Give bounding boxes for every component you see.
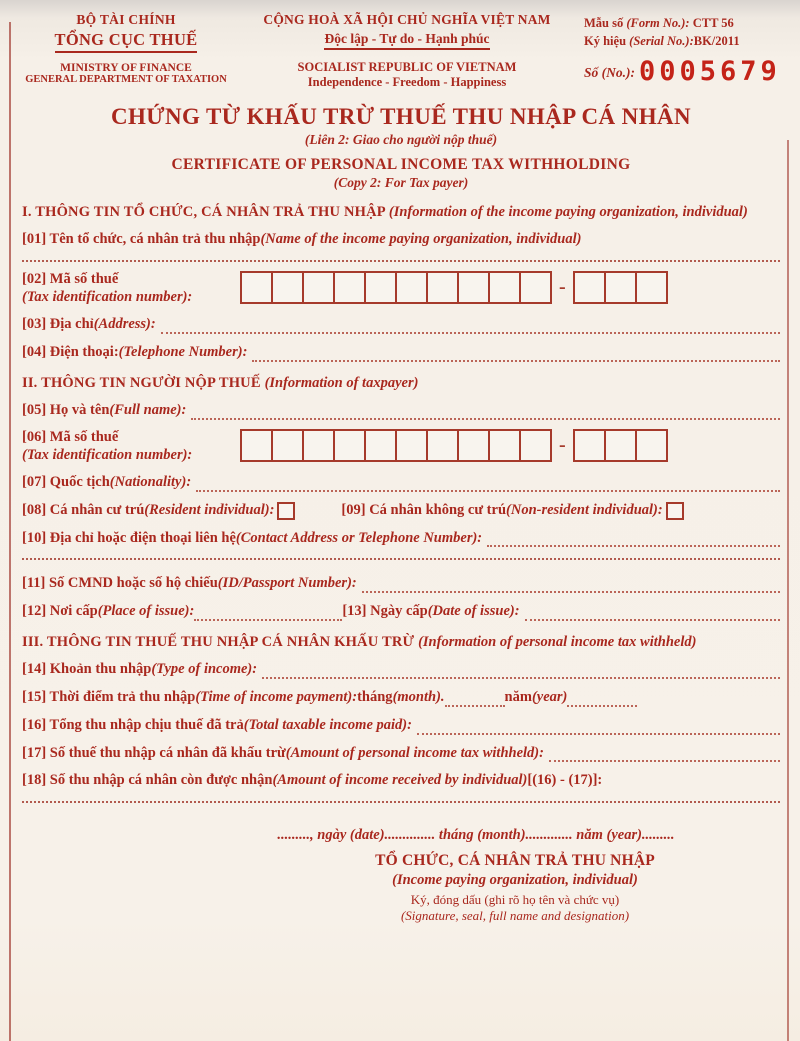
form-no-label: Mẫu số xyxy=(584,16,627,30)
tax-id-box[interactable] xyxy=(395,271,428,304)
tax-id-box[interactable] xyxy=(302,429,335,462)
field-03-address xyxy=(22,315,780,334)
form-number-line xyxy=(584,14,780,32)
serial-value: BK/2011 xyxy=(693,34,740,49)
field-14-income-type xyxy=(22,660,780,679)
tax-id-box[interactable] xyxy=(604,271,637,304)
department-en: GENERAL DEPARTMENT OF TAXATION xyxy=(25,74,227,85)
field-04-telephone xyxy=(22,343,780,362)
field-17-tax-withheld xyxy=(22,744,780,763)
section3-heading-en: (Information of personal income tax withheld) xyxy=(418,634,697,651)
field-12-label-en: (Place of issue): xyxy=(97,603,195,620)
field-07-label-vn: [07] Quốc tịch xyxy=(22,473,110,490)
field-01-label-en: (Name of the income paying organization, individual) xyxy=(260,231,582,247)
field-05-full-name xyxy=(22,401,780,420)
field-15-month-vn: tháng xyxy=(357,688,393,705)
field-15-year-vn: năm xyxy=(504,688,532,705)
residency-row xyxy=(22,501,780,520)
field-02-boxes-suffix[interactable] xyxy=(573,271,668,304)
field-15-label-vn: [15] Thời điểm trả thu nhập xyxy=(22,688,196,705)
issue-row xyxy=(22,602,780,621)
section2-heading-vn: II. THÔNG TIN NGƯỜI NỘP THUẾ xyxy=(22,374,265,391)
tax-id-box[interactable] xyxy=(240,429,273,462)
field-15-month-en: (month). xyxy=(392,688,445,705)
section2-heading-en: (Information of taxpayer) xyxy=(264,374,419,391)
field-06-label-en: (Tax identification number): xyxy=(22,446,193,463)
doc-no-value: 0005679 xyxy=(639,56,781,88)
tax-id-box[interactable] xyxy=(488,429,521,462)
tax-id-box[interactable] xyxy=(302,271,335,304)
field-16-input-line[interactable] xyxy=(417,717,780,734)
tax-id-box[interactable] xyxy=(457,271,490,304)
tax-id-box[interactable] xyxy=(271,429,304,462)
field-02-label-vn: [02] Mã số thuế xyxy=(22,270,119,287)
left-border-line xyxy=(9,22,11,1041)
tax-id-box[interactable] xyxy=(426,271,459,304)
field-09-label-vn: [09] Cá nhân không cư trú xyxy=(341,501,507,518)
field-15-year-en: (year) xyxy=(531,688,568,705)
section1-heading-vn: I. THÔNG TIN TỔ CHỨC, CÁ NHÂN TRẢ THU NHẬP xyxy=(22,204,389,220)
signer-title-en: (Income paying organization, individual) xyxy=(392,872,638,889)
section1-heading xyxy=(22,204,780,221)
field-06-boxes-suffix[interactable] xyxy=(573,429,668,462)
section2-heading xyxy=(22,375,780,392)
field-15-payment-time xyxy=(22,688,780,707)
field-03-label-vn: [03] Địa chỉ xyxy=(22,316,94,333)
field-09-label-en: (Non-resident individual): xyxy=(506,501,663,518)
national-motto-block xyxy=(230,12,584,90)
field-01-label-vn: [01] Tên tổ chức, cá nhân trả thu nhập xyxy=(22,231,261,247)
field-13-label-vn: [13] Ngày cấp xyxy=(342,603,428,620)
issuer-block xyxy=(22,12,230,85)
field-14-label-en: (Type of income): xyxy=(151,661,258,678)
tax-id-box[interactable] xyxy=(364,271,397,304)
field-18-input-line[interactable] xyxy=(22,801,780,803)
field-14-label-vn: [14] Khoản thu nhập xyxy=(22,661,152,678)
form-no-label-en: (Form No.): xyxy=(626,16,690,30)
section3-heading-vn: III. THÔNG TIN THUẾ THU NHẬP CÁ NHÂN KHẤU TRỪ xyxy=(22,634,419,651)
republic-vn: CỘNG HOÀ XÃ HỘI CHỦ NGHĨA VIỆT NAM xyxy=(263,12,551,27)
republic-en: SOCIALIST REPUBLIC OF VIETNAM xyxy=(297,60,517,74)
signature-instruction-vn: Ký, đóng dấu (ghi rõ họ tên và chức vụ) xyxy=(410,892,620,908)
field-16-label-en: (Total taxable income paid): xyxy=(243,716,412,733)
field-10-input-line2[interactable] xyxy=(22,558,780,560)
field-11-input-line[interactable] xyxy=(362,576,780,593)
field-07-input-line[interactable] xyxy=(196,475,780,492)
field-11-label-en: (ID/Passport Number): xyxy=(217,575,357,592)
form-meta-block xyxy=(584,12,780,87)
serial-line xyxy=(584,32,780,50)
field-06-label xyxy=(22,428,240,464)
tax-id-box[interactable] xyxy=(519,271,552,304)
form-no-value: CTT 56 xyxy=(689,16,734,30)
serial-label-en: (Serial No.): xyxy=(629,34,694,49)
field-09-nonresident-checkbox[interactable] xyxy=(666,502,684,520)
field-02-separator: - xyxy=(559,276,566,299)
signature-instruction-en: (Signature, seal, full name and designation) xyxy=(400,908,630,924)
field-08-label-en: (Resident individual): xyxy=(144,501,275,518)
field-18-label-vn: [18] Số thu nhập cá nhân còn được nhận xyxy=(22,772,273,789)
signature-date-line[interactable]: ........., ngày (date).............. tháng (month)............. năm (year)......... xyxy=(277,827,675,844)
field-03-input-line[interactable] xyxy=(161,317,780,334)
field-14-input-line[interactable] xyxy=(262,662,780,679)
field-10-label-en: (Contact Address or Telephone Number): xyxy=(235,529,483,546)
field-13-label-en: (Date of issue): xyxy=(427,603,520,620)
tax-id-box[interactable] xyxy=(488,271,521,304)
field-12-input-line[interactable] xyxy=(194,604,342,621)
field-02-label xyxy=(22,270,240,306)
field-10-label-vn: [10] Địa chỉ hoặc điện thoại liên hệ xyxy=(22,529,236,546)
field-07-nationality xyxy=(22,473,780,492)
tax-id-box[interactable] xyxy=(635,429,668,462)
motto-vn: Độc lập - Tự do - Hạnh phúc xyxy=(324,31,489,50)
field-06-label-vn: [06] Mã số thuế xyxy=(22,428,119,445)
field-15-month-line[interactable] xyxy=(445,690,505,707)
tax-id-box[interactable] xyxy=(635,271,668,304)
tax-id-box[interactable] xyxy=(573,271,606,304)
field-05-input-line[interactable] xyxy=(191,402,780,419)
form-title-block xyxy=(22,104,780,191)
tax-id-box[interactable] xyxy=(271,271,304,304)
field-08-resident-checkbox[interactable] xyxy=(277,502,295,520)
field-13-input-line[interactable] xyxy=(525,604,780,621)
tax-id-box[interactable] xyxy=(604,429,637,462)
field-16-total-income xyxy=(22,716,780,735)
field-05-label-en: (Full name): xyxy=(109,401,187,418)
tax-id-box[interactable] xyxy=(457,429,490,462)
ministry-en: MINISTRY OF FINANCE xyxy=(60,62,192,74)
field-04-label-vn: [04] Điện thoại: xyxy=(22,343,119,360)
field-17-input-line[interactable] xyxy=(549,745,780,762)
field-15-label-en: (Time of income payment): xyxy=(195,688,358,705)
field-04-input-line[interactable] xyxy=(252,345,780,362)
right-border-line xyxy=(787,140,789,1041)
field-18-label-en: (Amount of income received by individual) xyxy=(272,772,528,789)
field-02-boxes-main[interactable] xyxy=(240,271,552,304)
field-12-label-vn: [12] Nơi cấp xyxy=(22,603,98,620)
tax-id-box[interactable] xyxy=(240,271,273,304)
field-04-label-en: (Telephone Number): xyxy=(118,343,248,360)
field-05-label-vn: [05] Họ và tên xyxy=(22,401,110,418)
field-18-formula: [(16) - (17)]: xyxy=(527,772,603,789)
signer-title-vn: TỔ CHỨC, CÁ NHÂN TRẢ THU NHẬP xyxy=(375,852,655,870)
field-06-separator: - xyxy=(559,434,566,457)
field-17-label-vn: [17] Số thuế thu nhập cá nhân đã khấu trừ xyxy=(22,744,286,761)
field-06-boxes-main[interactable] xyxy=(240,429,552,462)
motto-en: Independence - Freedom - Happiness xyxy=(307,75,507,89)
tax-id-box[interactable] xyxy=(333,429,366,462)
field-10-contact xyxy=(22,529,780,548)
field-08-label-vn: [08] Cá nhân cư trú xyxy=(22,501,145,518)
document-number-line xyxy=(584,56,780,87)
field-01-input-line[interactable] xyxy=(22,260,780,262)
field-10-input-line[interactable] xyxy=(487,530,780,547)
serial-label: Ký hiệu xyxy=(584,34,630,49)
field-02-label-en: (Tax identification number): xyxy=(22,288,193,305)
tax-id-box[interactable] xyxy=(573,429,606,462)
field-06-taxpayer-tax-id xyxy=(22,428,780,464)
tax-id-box[interactable] xyxy=(519,429,552,462)
field-11-id-passport xyxy=(22,574,780,593)
field-18-net-income xyxy=(22,771,780,790)
tax-id-box[interactable] xyxy=(364,429,397,462)
field-01-payer-name xyxy=(22,230,780,249)
department-vn: TỔNG CỤC THUẾ xyxy=(55,30,198,53)
section1-heading-en: (Information of the income paying organization, individual) xyxy=(388,204,748,220)
field-16-label-vn: [16] Tổng thu nhập chịu thuế đã trả xyxy=(22,716,244,733)
field-15-year-line[interactable] xyxy=(567,690,637,707)
signature-block xyxy=(290,852,740,924)
form-copy-note-en: (Copy 2: For Tax payer) xyxy=(333,175,469,190)
doc-no-label: Số (No.): xyxy=(584,65,635,81)
form-copy-note-vn: (Liên 2: Giao cho người nộp thuế) xyxy=(304,132,498,147)
field-07-label-en: (Nationality): xyxy=(109,473,192,490)
field-11-label-vn: [11] Số CMND hoặc số hộ chiếu xyxy=(22,575,218,592)
tax-id-box[interactable] xyxy=(395,429,428,462)
field-02-org-tax-id xyxy=(22,270,780,306)
ministry-vn: BỘ TÀI CHÍNH xyxy=(76,12,176,27)
form-title-en: CERTIFICATE OF PERSONAL INCOME TAX WITHHOLDING xyxy=(171,156,631,173)
field-03-label-en: (Address): xyxy=(93,316,156,333)
tax-id-box[interactable] xyxy=(333,271,366,304)
field-17-label-en: (Amount of personal income tax withheld): xyxy=(285,744,544,761)
section3-heading xyxy=(22,634,780,651)
tax-id-box[interactable] xyxy=(426,429,459,462)
form-title-vn: CHỨNG TỪ KHẤU TRỪ THUẾ THU NHẬP CÁ NHÂN xyxy=(111,104,691,129)
form-header xyxy=(22,12,780,90)
